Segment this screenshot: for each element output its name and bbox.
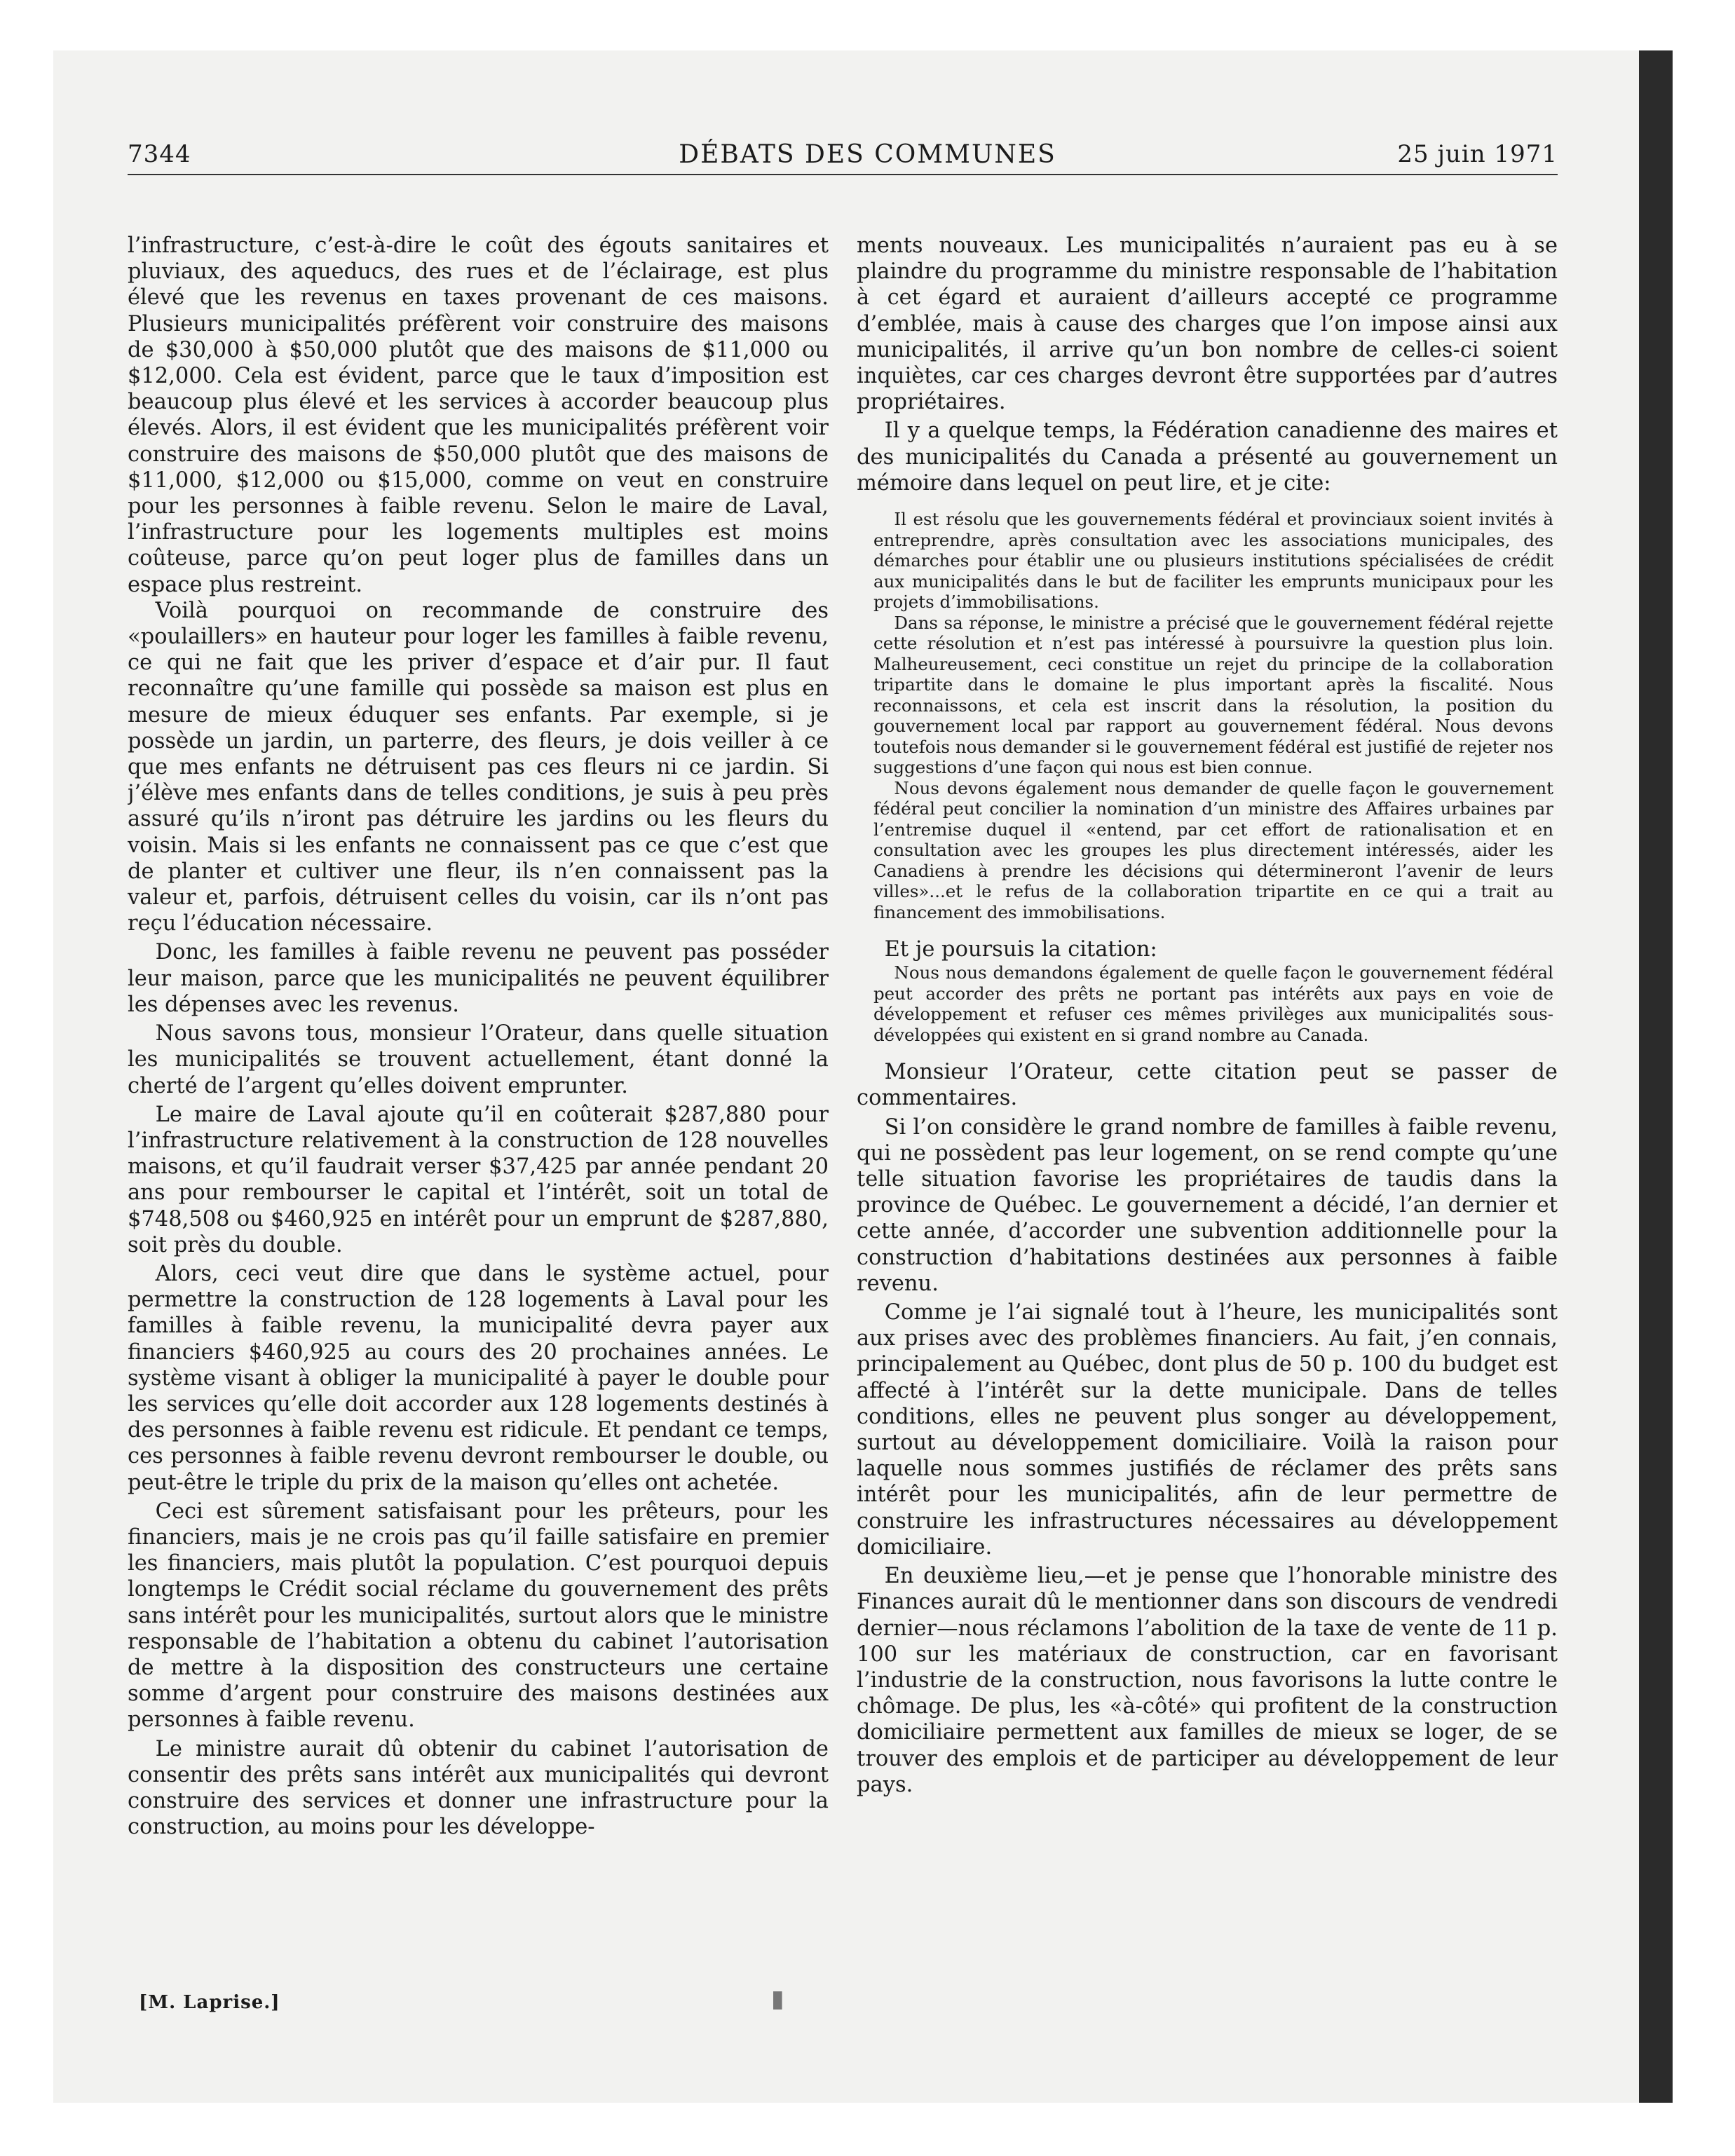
- paragraph: Si l’on considère le grand nombre de familles à faible revenu, qui ne possèdent pas leur logement, on se rend compte qu’une telle situation favorise les propriétaires de taudis dans la province de Québec. Le gouvernement a décidé, l’an dernier et cette année, d’accorder une subvention additionnelle pour la construction d’habitations destinées aux personnes à faible revenu.: [857, 1114, 1558, 1296]
- paragraph: Le maire de Laval ajoute qu’il en coûterait $287,880 pour l’infrastructure relativement à la construction de 128 nouvelles maisons, et qu’il faudrait verser $37,425 par année pendant 20 ans pour rembourser le capital et l’intérêt, soit un total de $748,508 ou $460,925 en intérêt pour un emprunt de $287,880, soit près du double.: [128, 1102, 829, 1257]
- page-date: 25 juin 1971: [1397, 140, 1558, 168]
- paragraph: Le ministre aurait dû obtenir du cabinet l’autorisation de consentir des prêts sans intérêt aux municipalités qui devront construire des services et donner une infrastructure pour la construction, au moins pour les développe-: [128, 1736, 829, 1840]
- paragraph: Voilà pourquoi on recommande de construire des «poulaillers» en hauteur pour loger les familles à faible revenu, ce qui ne fait que les priver d’espace et d’air pur. Il faut reconnaître qu’une famille qui possède sa maison est plus en mesure de mieux éduquer ses enfants. Par exemple, si je possède un jardin, un parterre, des fleurs, je dois veiller à ce que mes enfants ne détruisent pas ces fleurs ni ce jardin. Si j’élève mes enfants dans de telles conditions, je suis à peu près assuré qu’ils n’iront pas détruire les jardins ou les fleurs du voisin. Mais si les enfants ne connaissent pas ce que c’est que de planter et cultiver une fleur, ils n’en connaissent pas la valeur et, parfois, détruisent celles du voisin, car ils n’ont pas reçu l’éducation nécessaire.: [128, 598, 829, 936]
- paragraph: Comme je l’ai signalé tout à l’heure, les municipalités sont aux prises avec des problèmes financiers. Au fait, j’en connais, principalement au Québec, dont plus de 50 p. 100 du budget est affecté à l’intérêt sur la dette municipale. Dans de telles conditions, elles ne peuvent plus songer au développement, surtout au développement domiciliaire. Voilà la raison pour laquelle nous sommes justifiés de réclamer des prêts sans intérêt pour les municipalités, afin de leur permettre de construire les infrastructures nécessaires au développement domiciliaire.: [857, 1300, 1558, 1560]
- paragraph: En deuxième lieu,—et je pense que l’honorable ministre des Finances aurait dû le mentionner dans son discours de vendredi dernier—nous réclamons l’abolition de la taxe de vente de 11 p. 100 sur les matériaux de construction, car en favorisant l’industrie de la construction, nous favorisons la lutte contre le chômage. De plus, les «à-côté» qui profitent de la construction domiciliaire permettent aux familles de mieux se loger, de se trouver des emplois et de participer au développement de leur pays.: [857, 1564, 1558, 1797]
- quote-paragraph: Nous nous demandons également de quelle façon le gouvernement fédéral peut accorder des prêts ne portant pas intérêts aux pays en voie de développement et refuser ces mêmes privilèges aux municipalités sous-développées qui existent en si grand nombre au Canada.: [873, 962, 1553, 1045]
- speaker-attribution: [M. Laprise.]: [139, 1992, 280, 2013]
- header-rule: [128, 174, 1558, 175]
- paragraph: Il y a quelque temps, la Fédération canadienne des maires et des municipalités du Canada a présenté au gouvernement un mémoire dans lequel on peut lire, et je cite:: [857, 418, 1558, 496]
- paragraph: Et je poursuis la citation:: [884, 937, 1157, 962]
- paragraph: Donc, les familles à faible revenu ne peuvent pas posséder leur maison, parce que les municipalités ne peuvent équilibrer les dépenses avec les revenus.: [128, 940, 829, 1017]
- page-title: DÉBATS DES COMMUNES: [679, 140, 1056, 169]
- scan-mark-icon: ▮: [771, 1985, 784, 2013]
- paragraph: Nous savons tous, monsieur l’Orateur, dans quelle situation les municipalités se trouvent actuellement, étant donné la cherté de l’argent qu’elles doivent emprunter.: [128, 1021, 829, 1098]
- paragraph: Ceci est sûrement satisfaisant pour les prêteurs, pour les financiers, mais je ne crois pas qu’il faille satisfaire en premier les financiers, mais plutôt la population. C’est pourquoi depuis longtemps le Crédit social réclame du gouvernement des prêts sans intérêt pour les municipalités, surtout alors que le ministre responsable de l’habitation a obtenu du cabinet l’autorisation de mettre à la disposition des constructeurs une certaine somme d’argent pour construire des maisons destinées aux personnes à faible revenu.: [128, 1499, 829, 1733]
- quote-paragraph: Il est résolu que les gouvernements fédéral et provinciaux soient invités à entreprendre, après consultation avec les associations municipales, des démarches pour établir une ou plusieurs institutions spécialisées de crédit aux municipalités dans le but de faciliter les emprunts municipaux pour les projets d’immobilisations.: [873, 509, 1553, 613]
- paragraph: l’infrastructure, c’est-à-dire le coût des égouts sanitaires et pluviaux, des aqueducs, des rues et de l’éclairage, est plus élevé que les revenus en taxes provenant de ces maisons. Plusieurs municipalités préfèrent voir construire des maisons de $30,000 à $50,000 plutôt que des maisons de $11,000 ou $12,000. Cela est évident, parce que le taux d’imposition est beaucoup plus élevé et les services à accorder beaucoup plus élevés. Alors, il est évident que les municipalités préfèrent voir construire des maisons de $50,000 plutôt que des maisons de $11,000, $12,000 ou $15,000, comme on veut en construire pour les personnes à faible revenu. Selon le maire de Laval, l’infrastructure pour les logements multiples est moins coûteuse, parce qu’on peut loger plus de familles dans un espace plus restreint.: [128, 233, 829, 597]
- quote-paragraph: Dans sa réponse, le ministre a précisé que le gouvernement fédéral rejette cette résolution et n’est pas intéressé à poursuivre la question plus loin. Malheureusement, ceci constitue un rejet du principe de la collaboration tripartite dans le domaine le plus important après la fiscalité. Nous reconnaissons, et cela est inscrit dans la résolution, la position du gouvernement local par rapport au gouvernement fédéral. Nous devons toutefois nous demander si le gouvernement fédéral est justifié de rejeter nos suggestions d’une façon qui nous est bien connue.: [873, 612, 1553, 778]
- left-column: [128, 233, 829, 2083]
- page-number: 7344: [128, 140, 191, 168]
- paragraph: Alors, ceci veut dire que dans le système actuel, pour permettre la construction de 128 logements à Laval pour les familles à faible revenu, la municipalité devra payer aux financiers $460,925 au cours des 20 prochaines années. Le système visant à obliger la municipalité à payer le double pour les services qu’elle doit accorder aux 128 logements destinés à des personnes à faible revenu est ridicule. Et pendant ce temps, ces personnes à faible revenu devront rembourser le double, ou peut-être le triple du prix de la maison qu’elles ont achetée.: [128, 1261, 829, 1495]
- paragraph: ments nouveaux. Les municipalités n’auraient pas eu à se plaindre du programme du ministre responsable de l’habitation à cet égard et auraient d’ailleurs accepté ce programme d’emblée, mais à cause des charges que l’on impose ainsi aux municipalités, il arrive qu’un bon nombre de celles-ci soient inquiètes, car ces charges devront être supportées par d’autres propriétaires.: [857, 233, 1558, 415]
- quote-paragraph: Nous devons également nous demander de quelle façon le gouvernement fédéral peut concilier la nomination d’un ministre des Affaires urbaines par l’entremise duquel il «entend, par cet effort de rationalisation et en consultation avec les groupes les plus directement intéressés, aider les Canadiens à prendre les décisions qui détermineront l’avenir de leurs villes»...et le refus de la collaboration tripartite en ce qui a trait au financement des immobilisations.: [873, 777, 1553, 922]
- scan-edge: [1639, 50, 1673, 2103]
- right-column: [857, 233, 1558, 2083]
- paragraph: Monsieur l’Orateur, cette citation peut se passer de commentaires.: [857, 1060, 1558, 1111]
